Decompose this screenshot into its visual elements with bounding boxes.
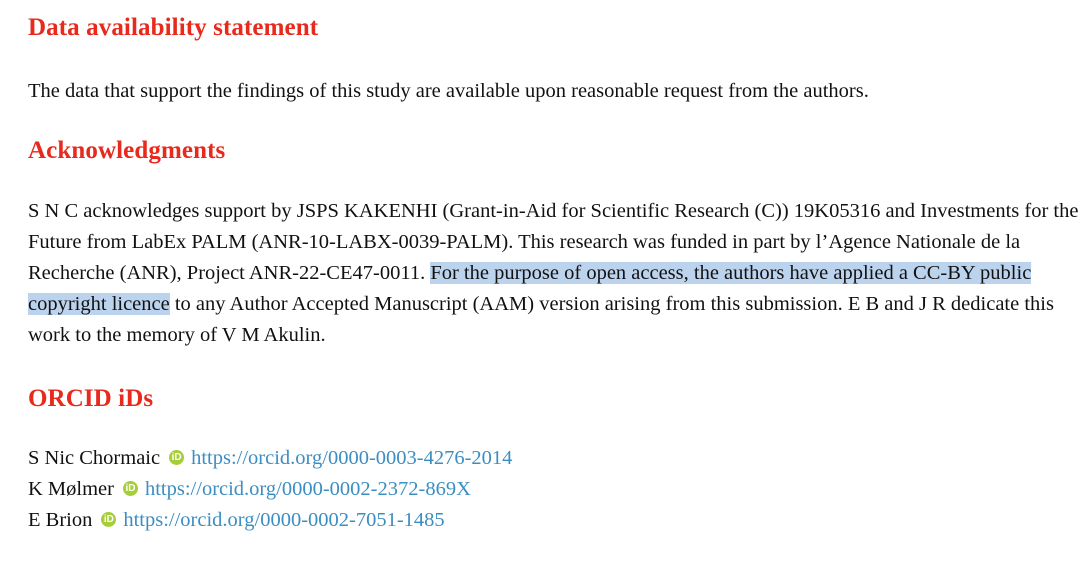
acknowledgments-text-part-1: S N C acknowledges support by JSPS KAKENHI (Grant-in-Aid for Scientific Research (C)) 19K05316 and Investments for the Future from LabEx PALM (ANR-10-LABX-0039-PALM). This research was funded in part by l’Agence Nationale de la Recherche (ANR), Project ANR-22-CE47-0011. (28, 200, 1079, 284)
orcid-author-name: E Brion (28, 509, 93, 531)
orcid-icon (169, 450, 184, 465)
orcid-author-name: K Mølmer (28, 478, 114, 500)
orcid-id-list (28, 447, 512, 540)
orcid-icon (123, 481, 138, 496)
paragraph-acknowledgments (28, 196, 1080, 351)
list-item (28, 447, 512, 478)
orcid-link[interactable]: https://orcid.org/0000-0003-4276-2014 (191, 447, 513, 469)
orcid-link[interactable]: https://orcid.org/0000-0002-2372-869X (144, 478, 471, 500)
paragraph-data-availability: The data that support the findings of this study are available upon reasonable request from the authors. (28, 80, 869, 102)
heading-orcid-ids: ORCID iDs (28, 385, 154, 412)
heading-acknowledgments: Acknowledgments (28, 137, 226, 164)
orcid-author-name: S Nic Chormaic (28, 447, 161, 469)
highlighted-selection-text[interactable]: For the purpose of open access, the authors have applied a CC-BY public copyright licence (28, 262, 1032, 315)
orcid-link[interactable]: https://orcid.org/0000-0002-7051-1485 (123, 509, 445, 531)
acknowledgments-text-part-2: to any Author Accepted Manuscript (AAM) version arising from this submission. E B and J R dedicate this work to the memory of V M Akulin. (28, 293, 1054, 346)
orcid-icon (101, 512, 116, 527)
list-item (28, 509, 512, 540)
heading-data-availability-statement: Data availability statement (28, 14, 319, 41)
list-item (28, 478, 512, 509)
